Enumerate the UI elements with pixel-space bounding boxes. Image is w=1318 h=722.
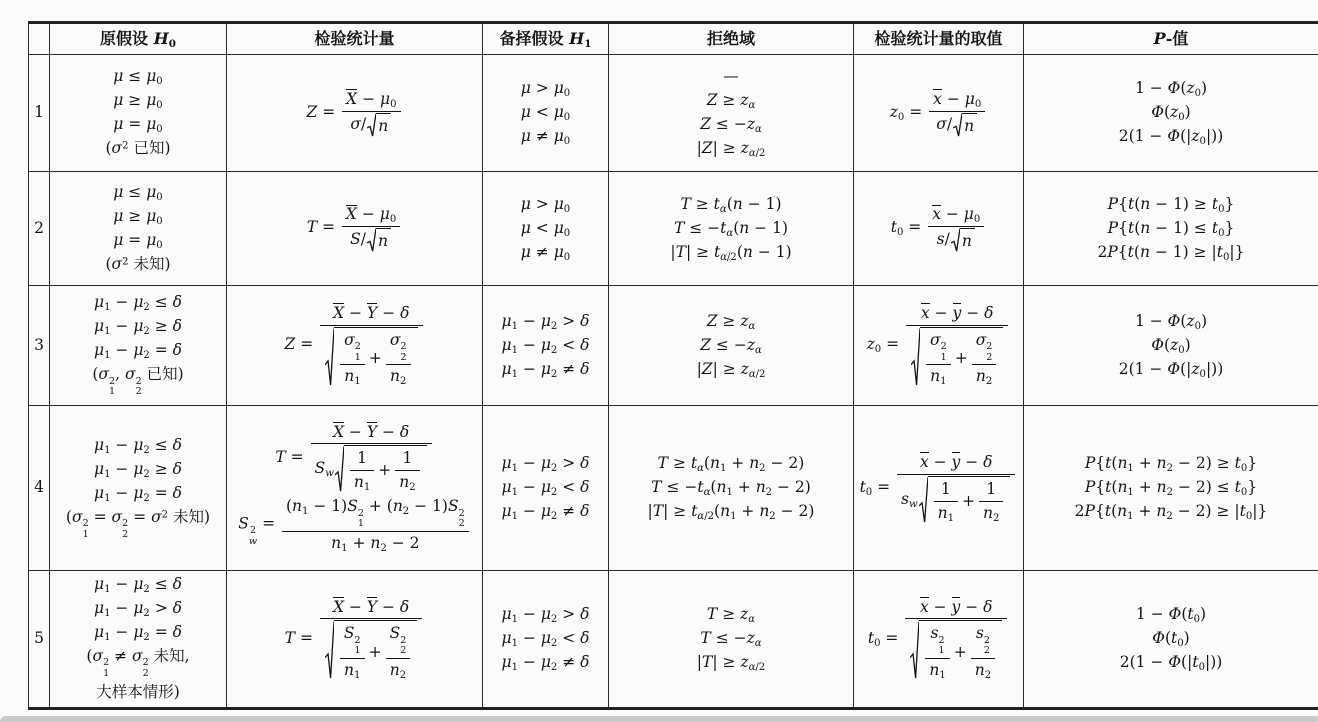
statistic-value-cell: $z_0$ = $x - \mu_0$ σ/ n bbox=[854, 54, 1024, 171]
test-statistic-cell: Z = X − Y − δ σ 2 1 $n_1$ + σ 2 2 $n_2$ bbox=[227, 285, 483, 405]
table-row bbox=[29, 171, 1318, 285]
table-row bbox=[29, 285, 1318, 405]
test-statistic-cell: T = $X - \mu_0$ S/ n bbox=[227, 171, 483, 285]
alternative-hypothesis-cell: $\mu_1 - \mu_2 > \delta$ $\mu_1 - \mu_2 < \delta$ $\mu_1 - \mu_2 \ne \delta$ bbox=[483, 570, 609, 708]
test-statistic-cell: Z = $X - \mu_0$ σ/ n bbox=[227, 54, 483, 171]
null-hypothesis-cell: $\mu \le \mu_0$ $\mu \ge \mu_0$ $\mu = \mu_0$ ($\sigma^2$ 已知) bbox=[50, 54, 227, 171]
null-hypothesis-cell: $\mu_1 - \mu_2 \le \delta$ $\mu_1 - \mu_2 > \delta$ $\mu_1 - \mu_2 = \delta$ (σ 2 1 ≠ σ 2 2 未知, 大样本情形) bbox=[50, 570, 227, 708]
row-index: 1 bbox=[29, 54, 50, 171]
row-index: 5 bbox=[29, 570, 50, 708]
table-row bbox=[29, 570, 1318, 708]
rejection-region-cell: $T \ge t_\alpha(n_1 + n_2 - 2)$ $T \le -t_\alpha(n_1 + n_2 - 2)$ $|T| \ge t_{\alpha/2}(n_1 + n_2 - 2)$ bbox=[609, 405, 854, 570]
header-test-statistic: 检验统计量 bbox=[227, 23, 483, 55]
test-statistic-cell: T = X − Y − δ S 2 1 $n_1$ + S 2 2 $n_2$ bbox=[227, 570, 483, 708]
rejection-region-cell: — $Z \ge z_\alpha$ $Z \le -z_\alpha$ $|Z| \ge z_{\alpha/2}$ bbox=[609, 54, 854, 171]
null-hypothesis-cell: $\mu_1 - \mu_2 \le \delta$ $\mu_1 - \mu_2 \ge \delta$ $\mu_1 - \mu_2 = \delta$ (σ 2 1 = σ 2 2 = $\sigma^2$ 未知) bbox=[50, 405, 227, 570]
p-value-cell: $P\{t(n_1 + n_2 - 2) \ge t_0\}$ $P\{t(n_1 + n_2 - 2) \le t_0\}$ $2P\{t(n_1 + n_2 - 2) \ge |t_0|\}$ bbox=[1024, 405, 1318, 570]
null-hypothesis-cell: $\mu_1 - \mu_2 \le \delta$ $\mu_1 - \mu_2 \ge \delta$ $\mu_1 - \mu_2 = \delta$ (σ 2 1 , σ 2 2 已知) bbox=[50, 285, 227, 405]
header-index bbox=[29, 23, 50, 55]
statistic-value-cell: $z_0$ = x − y − δ σ 2 1 $n_1$ + σ 2 2 $n_2$ bbox=[854, 285, 1024, 405]
rejection-region-cell: $Z \ge z_\alpha$ $Z \le -z_\alpha$ $|Z| \ge z_{\alpha/2}$ bbox=[609, 285, 854, 405]
header-null-hypothesis: 原假设 $H_0$ bbox=[50, 23, 227, 55]
header-alternative-hypothesis: 备择假设 $H_1$ bbox=[483, 23, 609, 55]
p-value-cell: $1 - \Phi(t_0)$ $\Phi(t_0)$ $2(1 - \Phi(|t_0|))$ bbox=[1024, 570, 1318, 708]
alternative-hypothesis-cell: $\mu_1 - \mu_2 > \delta$ $\mu_1 - \mu_2 < \delta$ $\mu_1 - \mu_2 \ne \delta$ bbox=[483, 285, 609, 405]
test-statistic-cell: T = X − Y − δ $S_w$ $\frac{1}{n_1}$ + $\frac{1}{n_2}$ S 2 w = $(n_1 - 1)S$ 2 1 + $(n_2 - 1)S$ 2 2 $n_1 + n_2 - 2$ bbox=[227, 405, 483, 570]
table-row bbox=[29, 405, 1318, 570]
null-hypothesis-cell: $\mu \le \mu_0$ $\mu \ge \mu_0$ $\mu = \mu_0$ ($\sigma^2$ 未知) bbox=[50, 171, 227, 285]
row-index: 2 bbox=[29, 171, 50, 285]
row-index: 3 bbox=[29, 285, 50, 405]
rejection-region-cell: $T \ge z_\alpha$ $T \le -z_\alpha$ $|T| \ge z_{\alpha/2}$ bbox=[609, 570, 854, 708]
alternative-hypothesis-cell: $\mu > \mu_0$ $\mu < \mu_0$ $\mu \ne \mu_0$ bbox=[483, 54, 609, 171]
hypothesis-test-table bbox=[28, 21, 1318, 710]
statistic-value-cell: $t_0$ = $x - \mu_0$ s/ n bbox=[854, 171, 1024, 285]
p-value-cell: $P\{t(n - 1) \ge t_0\}$ $P\{t(n - 1) \le t_0\}$ $2P\{t(n - 1) \ge |t_0|\}$ bbox=[1024, 171, 1318, 285]
p-value-cell: $1 - \Phi(z_0)$ $\Phi(z_0)$ $2(1 - \Phi(|z_0|))$ bbox=[1024, 285, 1318, 405]
table-header-row bbox=[29, 23, 1318, 55]
header-p-value: P-值 bbox=[1024, 23, 1318, 55]
statistic-value-cell: $t_0$ = x − y − δ s 2 1 $n_1$ + s 2 2 $n_2$ bbox=[854, 570, 1024, 708]
rejection-region-cell: $T \ge t_\alpha(n - 1)$ $T \le -t_\alpha(n - 1)$ $|T| \ge t_{\alpha/2}(n - 1)$ bbox=[609, 171, 854, 285]
header-statistic-value: 检验统计量的取值 bbox=[854, 23, 1024, 55]
p-value-cell: $1 - \Phi(z_0)$ $\Phi(z_0)$ $2(1 - \Phi(|z_0|))$ bbox=[1024, 54, 1318, 171]
table-row bbox=[29, 54, 1318, 171]
alternative-hypothesis-cell: $\mu > \mu_0$ $\mu < \mu_0$ $\mu \ne \mu_0$ bbox=[483, 171, 609, 285]
row-index: 4 bbox=[29, 405, 50, 570]
statistic-value-cell: $t_0$ = x − y − δ $s_w$ $\frac{1}{n_1}$ + $\frac{1}{n_2}$ bbox=[854, 405, 1024, 570]
page-bottom-edge bbox=[0, 716, 1318, 722]
alternative-hypothesis-cell: $\mu_1 - \mu_2 > \delta$ $\mu_1 - \mu_2 < \delta$ $\mu_1 - \mu_2 \ne \delta$ bbox=[483, 405, 609, 570]
header-rejection-region: 拒绝域 bbox=[609, 23, 854, 55]
